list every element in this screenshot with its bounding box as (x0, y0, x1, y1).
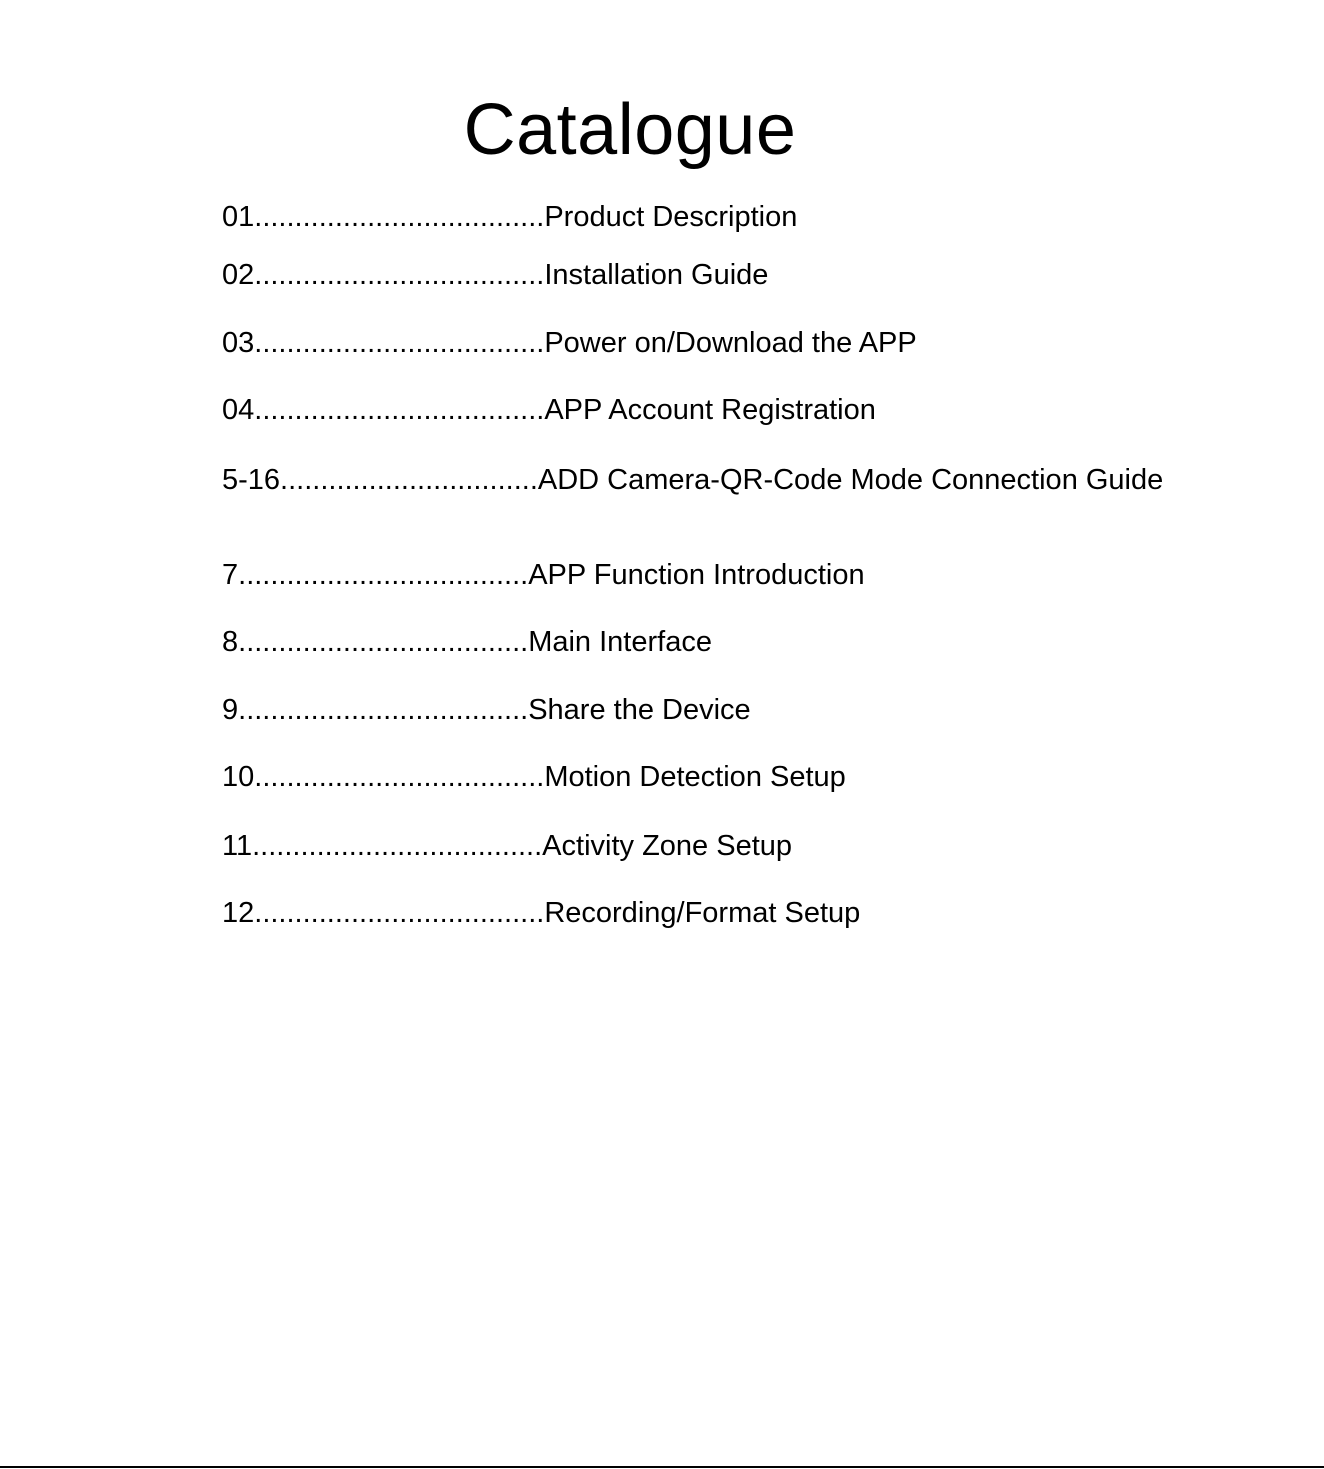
bottom-divider (0, 1466, 1324, 1468)
toc-entry-leader: .................................... (252, 830, 543, 862)
toc-entry-number: 10 (222, 761, 255, 793)
toc-entry-leader: .................................... (254, 201, 545, 233)
toc-entry-label: APP Function Introduction (528, 559, 865, 591)
toc-entry-leader: .................................... (254, 761, 545, 793)
toc-entry-label: Main Interface (528, 626, 712, 658)
toc-entry-label: Share the Device (528, 694, 751, 726)
toc-entry-leader: .................................... (254, 327, 545, 359)
toc-entry-number: 9 (222, 694, 239, 726)
toc-entry-number: 7 (222, 559, 239, 591)
toc-entry-leader: .................................... (238, 694, 529, 726)
toc-entry-label: Motion Detection Setup (544, 761, 846, 793)
toc-entry-add-camera[interactable] (222, 462, 1163, 498)
toc-entry-number: 11 (222, 830, 253, 862)
toc-entry-installation-guide[interactable] (222, 257, 768, 293)
toc-entry-power-on-download[interactable] (222, 325, 917, 361)
toc-entry-product-description[interactable] (222, 199, 797, 235)
toc-entry-leader: .................................... (238, 626, 529, 658)
toc-entry-leader: .................................... (238, 559, 529, 591)
toc-entry-leader: .................................... (254, 394, 545, 426)
toc-entry-motion-detection[interactable] (222, 759, 846, 795)
toc-entry-leader: .................................... (254, 897, 545, 929)
toc-entry-number: 02 (222, 259, 255, 291)
toc-entry-number: 8 (222, 626, 239, 658)
toc-entry-number: 12 (222, 897, 255, 929)
toc-entry-main-interface[interactable] (222, 624, 712, 660)
toc-entry-number: 01 (222, 201, 255, 233)
page-title: Catalogue (463, 90, 797, 170)
toc-entry-label: Installation Guide (544, 259, 769, 291)
toc-entry-leader: ................................ (280, 464, 538, 496)
toc-entry-account-registration[interactable] (222, 392, 876, 428)
toc-entry-activity-zone[interactable] (222, 828, 792, 864)
toc-entry-label: Power on/Download the APP (544, 327, 917, 359)
toc-entry-number: 03 (222, 327, 255, 359)
toc-entry-label: Activity Zone Setup (542, 830, 793, 862)
toc-entry-recording-format[interactable] (222, 895, 860, 931)
toc-entry-label: Product Description (544, 201, 798, 233)
toc-entry-leader: .................................... (254, 259, 545, 291)
toc-entry-number: 5-16 (222, 464, 281, 496)
toc-entry-label: ADD Camera-QR-Code Mode Connection Guide (537, 464, 1164, 496)
toc-entry-number: 04 (222, 394, 255, 426)
toc-entry-function-introduction[interactable] (222, 557, 865, 593)
toc-entry-label: APP Account Registration (544, 394, 876, 426)
toc-entry-label: Recording/Format Setup (544, 897, 861, 929)
toc-entry-share-device[interactable] (222, 692, 751, 728)
